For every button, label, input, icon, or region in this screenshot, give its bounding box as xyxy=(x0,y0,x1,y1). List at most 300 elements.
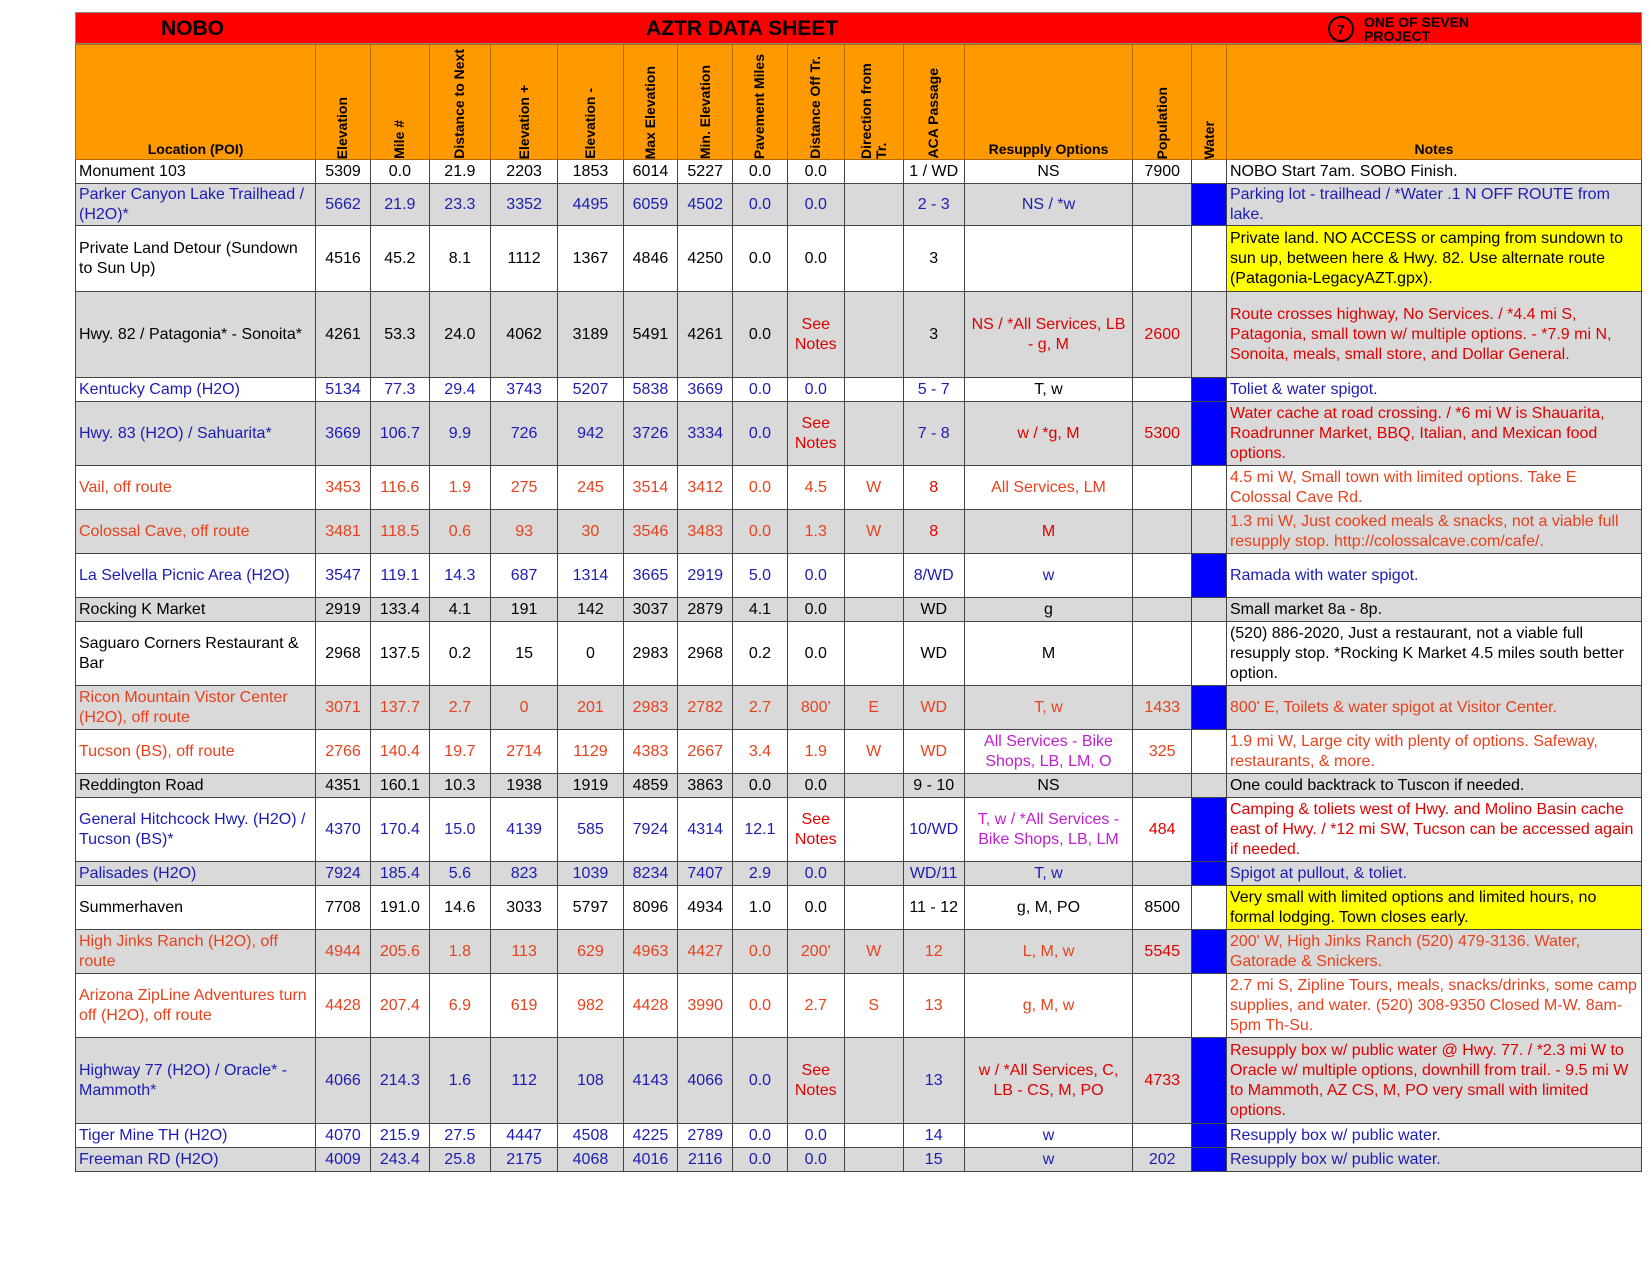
direction-cell xyxy=(844,292,903,378)
elevation-cell: 2968 xyxy=(316,622,371,686)
location-cell: Tiger Mine TH (H2O) xyxy=(76,1124,316,1148)
max-elev-cell: 5491 xyxy=(623,292,678,378)
notes-cell: Camping & toliets west of Hwy. and Molino Basin cache east of Hwy. / *12 mi SW, Tucson can be accessed again if needed. xyxy=(1226,798,1641,862)
min-elev-cell: 4502 xyxy=(678,184,733,226)
pavement-cell: 5.0 xyxy=(733,554,788,598)
elev-plus-cell: 4062 xyxy=(490,292,557,378)
pavement-cell: 0.0 xyxy=(733,1148,788,1172)
mile-cell: 77.3 xyxy=(370,378,429,402)
distance-cell: 14.3 xyxy=(429,554,490,598)
elev-minus-cell: 5797 xyxy=(558,886,623,930)
table-row xyxy=(76,774,1642,798)
elev-plus-cell: 4447 xyxy=(490,1124,557,1148)
mile-cell: 215.9 xyxy=(370,1124,429,1148)
min-elev-cell: 2667 xyxy=(678,730,733,774)
resupply-cell: T, w xyxy=(964,862,1133,886)
elevation-cell: 3071 xyxy=(316,686,371,730)
aca-cell: 9 - 10 xyxy=(903,774,964,798)
max-elev-cell: 8096 xyxy=(623,886,678,930)
elev-plus-cell: 93 xyxy=(490,510,557,554)
population-cell: 8500 xyxy=(1133,886,1192,930)
location-cell: La Selvella Picnic Area (H2O) xyxy=(76,554,316,598)
resupply-cell: M xyxy=(964,622,1133,686)
max-elev-cell: 6014 xyxy=(623,160,678,184)
min-elev-cell: 3412 xyxy=(678,466,733,510)
elev-minus-cell: 1129 xyxy=(558,730,623,774)
mile-cell: 119.1 xyxy=(370,554,429,598)
direction-cell: S xyxy=(844,974,903,1038)
aca-cell: 8 xyxy=(903,466,964,510)
location-cell: Ricon Mountain Vistor Center (H2O), off route xyxy=(76,686,316,730)
distance-cell: 27.5 xyxy=(429,1124,490,1148)
mile-cell: 185.4 xyxy=(370,862,429,886)
location-cell: Reddington Road xyxy=(76,774,316,798)
elev-plus-cell: 726 xyxy=(490,402,557,466)
resupply-cell: M xyxy=(964,510,1133,554)
notes-cell: 4.5 mi W, Small town with limited options. Take E Colossal Cave Rd. xyxy=(1226,466,1641,510)
population-cell xyxy=(1133,862,1192,886)
direction-cell xyxy=(844,1124,903,1148)
aca-cell: 7 - 8 xyxy=(903,402,964,466)
table-row xyxy=(76,402,1642,466)
direction-title: NOBO xyxy=(161,17,224,40)
water-cell xyxy=(1192,1124,1227,1148)
water-cell xyxy=(1192,554,1227,598)
elevation-cell: 5134 xyxy=(316,378,371,402)
distance-cell: 15.0 xyxy=(429,798,490,862)
water-cell xyxy=(1192,466,1227,510)
max-elev-cell: 7924 xyxy=(623,798,678,862)
distance-cell: 19.7 xyxy=(429,730,490,774)
logo-text: ONE OF SEVEN PROJECT xyxy=(1364,14,1470,44)
distance-cell: 0.6 xyxy=(429,510,490,554)
location-cell: Hwy. 82 / Patagonia* - Sonoita* xyxy=(76,292,316,378)
location-cell: Freeman RD (H2O) xyxy=(76,1148,316,1172)
distance-off-cell: See Notes xyxy=(787,292,844,378)
location-cell: Saguaro Corners Restaurant & Bar xyxy=(76,622,316,686)
table-row xyxy=(76,1148,1642,1172)
table-row xyxy=(76,160,1642,184)
elev-plus-cell: 3033 xyxy=(490,886,557,930)
location-cell: Highway 77 (H2O) / Oracle* - Mammoth* xyxy=(76,1038,316,1124)
max-elev-cell: 4846 xyxy=(623,226,678,292)
notes-cell: 200' W, High Jinks Ranch (520) 479-3136. Water, Gatorade & Snickers. xyxy=(1226,930,1641,974)
water-cell xyxy=(1192,686,1227,730)
table-row xyxy=(76,930,1642,974)
max-elev-cell: 4383 xyxy=(623,730,678,774)
elev-minus-cell: 142 xyxy=(558,598,623,622)
notes-cell: 1.3 mi W, Just cooked meals & snacks, not a viable full resupply stop. http://colossalcave.com/cafe/. xyxy=(1226,510,1641,554)
mile-cell: 140.4 xyxy=(370,730,429,774)
aca-cell: WD xyxy=(903,686,964,730)
table-row xyxy=(76,686,1642,730)
population-cell xyxy=(1133,378,1192,402)
elevation-cell: 4261 xyxy=(316,292,371,378)
population-cell xyxy=(1133,466,1192,510)
pavement-cell: 4.1 xyxy=(733,598,788,622)
elev-minus-cell: 1039 xyxy=(558,862,623,886)
resupply-cell: T, w xyxy=(964,686,1133,730)
direction-cell xyxy=(844,1038,903,1124)
pavement-cell: 0.0 xyxy=(733,774,788,798)
table-row xyxy=(76,598,1642,622)
max-elev-cell: 4859 xyxy=(623,774,678,798)
elev-plus-cell: 4139 xyxy=(490,798,557,862)
water-cell xyxy=(1192,292,1227,378)
max-elev-cell: 3665 xyxy=(623,554,678,598)
elevation-cell: 4070 xyxy=(316,1124,371,1148)
elevation-cell: 4351 xyxy=(316,774,371,798)
notes-cell: 800' E, Toilets & water spigot at Visitor Center. xyxy=(1226,686,1641,730)
title-bar xyxy=(75,12,1642,44)
table-row xyxy=(76,974,1642,1038)
distance-cell: 1.9 xyxy=(429,466,490,510)
elev-minus-cell: 4495 xyxy=(558,184,623,226)
distance-off-cell: 0.0 xyxy=(787,598,844,622)
population-cell xyxy=(1133,554,1192,598)
distance-off-cell: 800' xyxy=(787,686,844,730)
elevation-cell: 2766 xyxy=(316,730,371,774)
col-distance-off: Distance Off Tr. xyxy=(787,45,844,160)
mile-cell: 170.4 xyxy=(370,798,429,862)
direction-cell: W xyxy=(844,510,903,554)
col-elevation-plus: Elevation + xyxy=(490,45,557,160)
elev-minus-cell: 982 xyxy=(558,974,623,1038)
max-elev-cell: 4143 xyxy=(623,1038,678,1124)
distance-cell: 0.2 xyxy=(429,622,490,686)
min-elev-cell: 3990 xyxy=(678,974,733,1038)
mile-cell: 137.5 xyxy=(370,622,429,686)
direction-cell: W xyxy=(844,930,903,974)
aca-cell: 5 - 7 xyxy=(903,378,964,402)
direction-cell xyxy=(844,622,903,686)
distance-off-cell: See Notes xyxy=(787,402,844,466)
elevation-cell: 4066 xyxy=(316,1038,371,1124)
mile-cell: 45.2 xyxy=(370,226,429,292)
aca-cell: 11 - 12 xyxy=(903,886,964,930)
water-cell xyxy=(1192,598,1227,622)
max-elev-cell: 4225 xyxy=(623,1124,678,1148)
water-cell xyxy=(1192,974,1227,1038)
pavement-cell: 0.0 xyxy=(733,292,788,378)
distance-off-cell: 0.0 xyxy=(787,226,844,292)
header-row xyxy=(76,45,1642,160)
distance-cell: 10.3 xyxy=(429,774,490,798)
pavement-cell: 0.0 xyxy=(733,1038,788,1124)
min-elev-cell: 3669 xyxy=(678,378,733,402)
notes-cell: Resupply box w/ public water @ Hwy. 77. / *2.3 mi W to Oracle w/ multiple options, downhill from trail. - 9.5 mi W to Mammoth, AZ CS, M, PO very small with limited options. xyxy=(1226,1038,1641,1124)
min-elev-cell: 2879 xyxy=(678,598,733,622)
elev-plus-cell: 112 xyxy=(490,1038,557,1124)
distance-cell: 1.8 xyxy=(429,930,490,974)
aca-cell: 10/WD xyxy=(903,798,964,862)
aca-cell: 3 xyxy=(903,292,964,378)
distance-cell: 9.9 xyxy=(429,402,490,466)
water-cell xyxy=(1192,774,1227,798)
water-cell xyxy=(1192,886,1227,930)
distance-off-cell: 0.0 xyxy=(787,160,844,184)
notes-cell: One could backtrack to Tuscon if needed. xyxy=(1226,774,1641,798)
table-row xyxy=(76,554,1642,598)
seven-logo-icon: 7 xyxy=(1328,16,1354,42)
resupply-cell: NS / *w xyxy=(964,184,1133,226)
table-body xyxy=(76,160,1642,1172)
resupply-cell: T, w / *All Services - Bike Shops, LB, LM xyxy=(964,798,1133,862)
min-elev-cell: 2919 xyxy=(678,554,733,598)
distance-cell: 29.4 xyxy=(429,378,490,402)
col-pavement-miles: Pavement Miles xyxy=(733,45,788,160)
distance-cell: 23.3 xyxy=(429,184,490,226)
direction-cell xyxy=(844,554,903,598)
table-row xyxy=(76,466,1642,510)
table-row xyxy=(76,1124,1642,1148)
mile-cell: 118.5 xyxy=(370,510,429,554)
elev-minus-cell: 4508 xyxy=(558,1124,623,1148)
elev-plus-cell: 2175 xyxy=(490,1148,557,1172)
mile-cell: 160.1 xyxy=(370,774,429,798)
min-elev-cell: 4427 xyxy=(678,930,733,974)
mile-cell: 53.3 xyxy=(370,292,429,378)
project-logo xyxy=(1328,15,1504,43)
mile-cell: 137.7 xyxy=(370,686,429,730)
direction-cell xyxy=(844,226,903,292)
distance-cell: 4.1 xyxy=(429,598,490,622)
data-sheet xyxy=(75,12,1642,1172)
elev-minus-cell: 1853 xyxy=(558,160,623,184)
min-elev-cell: 4314 xyxy=(678,798,733,862)
elev-plus-cell: 0 xyxy=(490,686,557,730)
direction-cell xyxy=(844,798,903,862)
pavement-cell: 0.2 xyxy=(733,622,788,686)
notes-cell: Resupply box w/ public water. xyxy=(1226,1148,1641,1172)
mile-cell: 106.7 xyxy=(370,402,429,466)
max-elev-cell: 3037 xyxy=(623,598,678,622)
resupply-cell: g xyxy=(964,598,1133,622)
col-aca-passage: ACA Passage xyxy=(903,45,964,160)
col-max-elevation: Max Elevation xyxy=(623,45,678,160)
resupply-cell: All Services, LM xyxy=(964,466,1133,510)
aca-cell: 15 xyxy=(903,1148,964,1172)
pavement-cell: 0.0 xyxy=(733,510,788,554)
table-row xyxy=(76,622,1642,686)
elev-minus-cell: 3189 xyxy=(558,292,623,378)
col-elevation: Elevation xyxy=(316,45,371,160)
water-cell xyxy=(1192,402,1227,466)
aca-cell: 8/WD xyxy=(903,554,964,598)
elevation-cell: 3453 xyxy=(316,466,371,510)
pavement-cell: 3.4 xyxy=(733,730,788,774)
elev-plus-cell: 191 xyxy=(490,598,557,622)
elevation-cell: 4516 xyxy=(316,226,371,292)
direction-cell xyxy=(844,160,903,184)
mile-cell: 214.3 xyxy=(370,1038,429,1124)
elev-minus-cell: 1919 xyxy=(558,774,623,798)
water-cell xyxy=(1192,160,1227,184)
population-cell: 325 xyxy=(1133,730,1192,774)
population-cell: 1433 xyxy=(1133,686,1192,730)
elev-minus-cell: 0 xyxy=(558,622,623,686)
elev-plus-cell: 113 xyxy=(490,930,557,974)
max-elev-cell: 2983 xyxy=(623,622,678,686)
elevation-cell: 4370 xyxy=(316,798,371,862)
table-row xyxy=(76,730,1642,774)
elev-plus-cell: 275 xyxy=(490,466,557,510)
distance-off-cell: 0.0 xyxy=(787,378,844,402)
elevation-cell: 7924 xyxy=(316,862,371,886)
notes-cell: Ramada with water spigot. xyxy=(1226,554,1641,598)
elev-minus-cell: 1367 xyxy=(558,226,623,292)
distance-off-cell: 0.0 xyxy=(787,774,844,798)
elev-minus-cell: 1314 xyxy=(558,554,623,598)
direction-cell xyxy=(844,378,903,402)
table-row xyxy=(76,798,1642,862)
table-row xyxy=(76,292,1642,378)
distance-off-cell: 2.7 xyxy=(787,974,844,1038)
min-elev-cell: 5227 xyxy=(678,160,733,184)
max-elev-cell: 3726 xyxy=(623,402,678,466)
population-cell: 5300 xyxy=(1133,402,1192,466)
min-elev-cell: 2782 xyxy=(678,686,733,730)
water-cell xyxy=(1192,930,1227,974)
distance-cell: 21.9 xyxy=(429,160,490,184)
water-cell xyxy=(1192,184,1227,226)
elev-plus-cell: 15 xyxy=(490,622,557,686)
population-cell: 5545 xyxy=(1133,930,1192,974)
max-elev-cell: 3514 xyxy=(623,466,678,510)
distance-cell: 25.8 xyxy=(429,1148,490,1172)
mile-cell: 207.4 xyxy=(370,974,429,1038)
notes-cell: Resupply box w/ public water. xyxy=(1226,1124,1641,1148)
elev-plus-cell: 687 xyxy=(490,554,557,598)
mile-cell: 205.6 xyxy=(370,930,429,974)
aca-cell: WD xyxy=(903,730,964,774)
pavement-cell: 0.0 xyxy=(733,378,788,402)
notes-cell: Water cache at road crossing. / *6 mi W is Shauarita, Roadrunner Market, BBQ, Italian, and Mexican food options. xyxy=(1226,402,1641,466)
pavement-cell: 0.0 xyxy=(733,184,788,226)
min-elev-cell: 2116 xyxy=(678,1148,733,1172)
aca-cell: 3 xyxy=(903,226,964,292)
notes-cell: 1.9 mi W, Large city with plenty of options. Safeway, restaurants, & more. xyxy=(1226,730,1641,774)
distance-off-cell: 200' xyxy=(787,930,844,974)
max-elev-cell: 2983 xyxy=(623,686,678,730)
direction-cell xyxy=(844,598,903,622)
mile-cell: 0.0 xyxy=(370,160,429,184)
elev-minus-cell: 585 xyxy=(558,798,623,862)
min-elev-cell: 4066 xyxy=(678,1038,733,1124)
mile-cell: 191.0 xyxy=(370,886,429,930)
table-row xyxy=(76,1038,1642,1124)
elev-plus-cell: 3743 xyxy=(490,378,557,402)
distance-off-cell: See Notes xyxy=(787,798,844,862)
resupply-cell: w / *g, M xyxy=(964,402,1133,466)
aca-cell: 1 / WD xyxy=(903,160,964,184)
pavement-cell: 0.0 xyxy=(733,402,788,466)
col-elevation-minus: Elevation - xyxy=(558,45,623,160)
direction-cell: E xyxy=(844,686,903,730)
location-cell: Colossal Cave, off route xyxy=(76,510,316,554)
water-cell xyxy=(1192,798,1227,862)
resupply-cell: w xyxy=(964,1124,1133,1148)
pavement-cell: 0.0 xyxy=(733,226,788,292)
elev-minus-cell: 5207 xyxy=(558,378,623,402)
elevation-cell: 2919 xyxy=(316,598,371,622)
sheet-title: AZTR DATA SHEET xyxy=(646,17,839,40)
table-row xyxy=(76,226,1642,292)
distance-off-cell: 0.0 xyxy=(787,622,844,686)
direction-cell xyxy=(844,774,903,798)
population-cell: 2600 xyxy=(1133,292,1192,378)
elev-minus-cell: 108 xyxy=(558,1038,623,1124)
location-cell: Tucson (BS), off route xyxy=(76,730,316,774)
notes-cell: Private land. NO ACCESS or camping from sundown to sun up, between here & Hwy. 82. Use alternate route (Patagonia-LegacyAZT.gpx). xyxy=(1226,226,1641,292)
population-cell xyxy=(1133,598,1192,622)
pavement-cell: 12.1 xyxy=(733,798,788,862)
aca-cell: 2 - 3 xyxy=(903,184,964,226)
distance-off-cell: 1.9 xyxy=(787,730,844,774)
population-cell: 484 xyxy=(1133,798,1192,862)
elev-minus-cell: 245 xyxy=(558,466,623,510)
direction-cell xyxy=(844,402,903,466)
location-cell: Hwy. 83 (H2O) / Sahuarita* xyxy=(76,402,316,466)
max-elev-cell: 4016 xyxy=(623,1148,678,1172)
pavement-cell: 2.7 xyxy=(733,686,788,730)
resupply-cell: NS xyxy=(964,160,1133,184)
resupply-cell: NS xyxy=(964,774,1133,798)
resupply-cell: All Services - Bike Shops, LB, LM, O xyxy=(964,730,1133,774)
resupply-cell: w / *All Services, C, LB - CS, M, PO xyxy=(964,1038,1133,1124)
resupply-cell: w xyxy=(964,554,1133,598)
mile-cell: 243.4 xyxy=(370,1148,429,1172)
location-cell: Palisades (H2O) xyxy=(76,862,316,886)
notes-cell: 2.7 mi S, Zipline Tours, meals, snacks/drinks, some camp supplies, and water. (520) 308-9350 Closed M-W. 8am-5pm Th-Su. xyxy=(1226,974,1641,1038)
min-elev-cell: 4934 xyxy=(678,886,733,930)
distance-off-cell: 0.0 xyxy=(787,862,844,886)
elevation-cell: 7708 xyxy=(316,886,371,930)
direction-cell xyxy=(844,184,903,226)
aca-cell: WD xyxy=(903,622,964,686)
pavement-cell: 0.0 xyxy=(733,466,788,510)
min-elev-cell: 2968 xyxy=(678,622,733,686)
elevation-cell: 3669 xyxy=(316,402,371,466)
mile-cell: 133.4 xyxy=(370,598,429,622)
elev-plus-cell: 619 xyxy=(490,974,557,1038)
elev-minus-cell: 30 xyxy=(558,510,623,554)
table-row xyxy=(76,378,1642,402)
aca-cell: 8 xyxy=(903,510,964,554)
water-cell xyxy=(1192,862,1227,886)
distance-cell: 8.1 xyxy=(429,226,490,292)
elev-plus-cell: 3352 xyxy=(490,184,557,226)
location-cell: Vail, off route xyxy=(76,466,316,510)
direction-cell: W xyxy=(844,730,903,774)
direction-cell xyxy=(844,1148,903,1172)
notes-cell: NOBO Start 7am. SOBO Finish. xyxy=(1226,160,1641,184)
pavement-cell: 0.0 xyxy=(733,930,788,974)
population-cell xyxy=(1133,974,1192,1038)
col-population: Population xyxy=(1133,45,1192,160)
max-elev-cell: 6059 xyxy=(623,184,678,226)
population-cell: 202 xyxy=(1133,1148,1192,1172)
elev-plus-cell: 2714 xyxy=(490,730,557,774)
min-elev-cell: 3863 xyxy=(678,774,733,798)
notes-cell: Very small with limited options and limited hours, no formal lodging. Town closes early. xyxy=(1226,886,1641,930)
population-cell: 4733 xyxy=(1133,1038,1192,1124)
table-row xyxy=(76,886,1642,930)
elevation-cell: 4428 xyxy=(316,974,371,1038)
max-elev-cell: 4428 xyxy=(623,974,678,1038)
location-cell: Parker Canyon Lake Trailhead / (H2O)* xyxy=(76,184,316,226)
distance-off-cell: 0.0 xyxy=(787,1148,844,1172)
